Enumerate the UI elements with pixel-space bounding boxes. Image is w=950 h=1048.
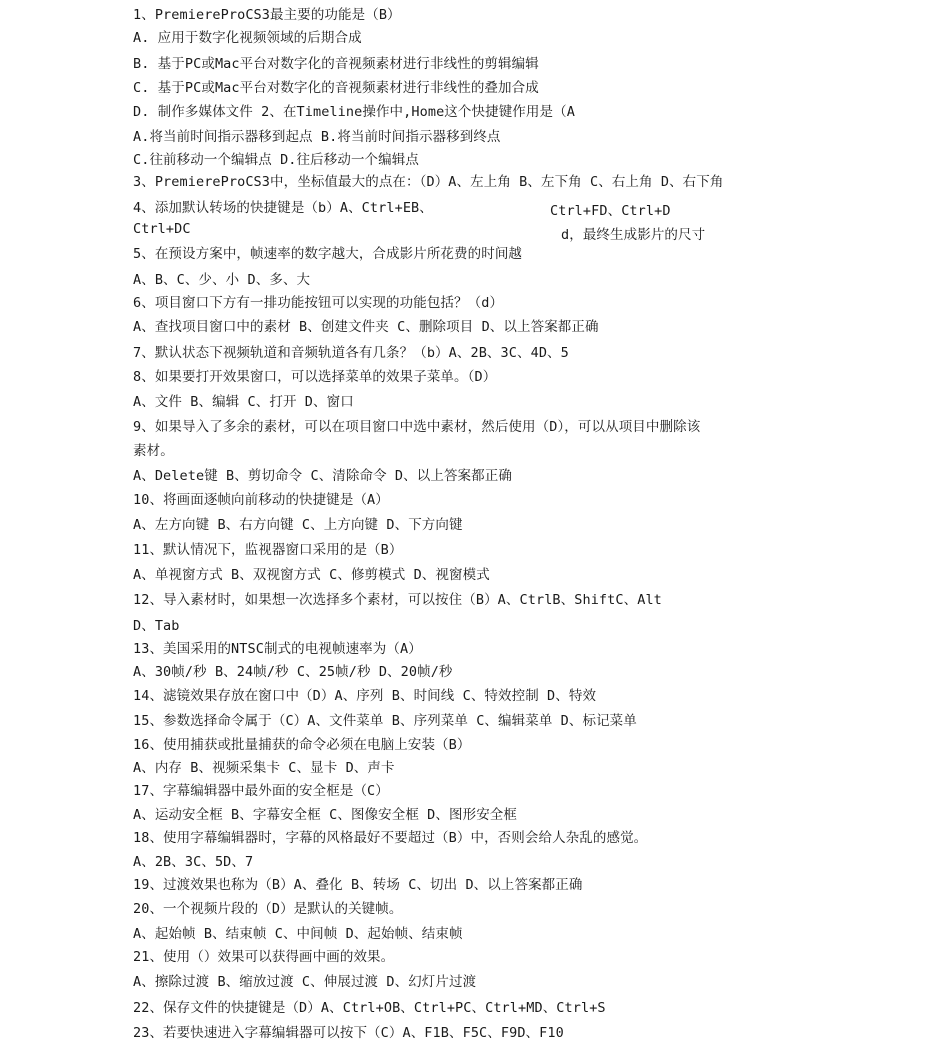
text-line: 11、默认情况下，监视器窗口采用的是（B） xyxy=(133,542,403,558)
text-line: D. 制作多媒体文件 2、在Timeline操作中,Home这个快捷键作用是（A xyxy=(133,104,575,120)
text-line: 17、字幕编辑器中最外面的安全框是（C） xyxy=(133,783,389,799)
text-line: 15、参数选择命令属于（C）A、文件菜单 B、序列菜单 C、编辑菜单 D、标记菜单 xyxy=(133,713,637,729)
text-line: A、B、C、少、小 D、多、大 xyxy=(133,272,311,288)
text-line: A、左方向键 B、右方向键 C、上方向键 D、下方向键 xyxy=(133,517,463,533)
text-line: 9、如果导入了多余的素材，可以在项目窗口中选中素材，然后使用（D），可以从项目中删除该 xyxy=(133,419,701,435)
text-line: 13、美国采用的NTSC制式的电视帧速率为（A） xyxy=(133,641,422,657)
text-line: A、起始帧 B、结束帧 C、中间帧 D、起始帧、结束帧 xyxy=(133,926,463,942)
text-line: B. 基于PC或Mac平台对数字化的音视频素材进行非线性的剪辑编辑 xyxy=(133,56,539,72)
text-line: 6、项目窗口下方有一排功能按钮可以实现的功能包括？（d） xyxy=(133,295,504,311)
text-line: A、内存 B、视频采集卡 C、显卡 D、声卡 xyxy=(133,760,395,776)
text-line: 5、在预设方案中，帧速率的数字越大，合成影片所花费的时间越 xyxy=(133,246,523,262)
text-line: 19、过渡效果也称为（B）A、叠化 B、转场 C、切出 D、以上答案都正确 xyxy=(133,877,583,893)
text-line: A、30帧/秒 B、24帧/秒 C、25帧/秒 D、20帧/秒 xyxy=(133,664,453,680)
text-line: 8、如果要打开效果窗口，可以选择菜单的效果子菜单。（D） xyxy=(133,369,497,385)
text-line: 7、默认状态下视频轨道和音频轨道各有几条？（b）A、2B、3C、4D、5 xyxy=(133,345,569,361)
text-line: 12、导入素材时，如果想一次选择多个素材，可以按住（B）A、CtrlB、ShiftC、Alt xyxy=(133,592,662,608)
text-line: 21、使用（）效果可以获得画中画的效果。 xyxy=(133,949,395,965)
text-line: A、擦除过渡 B、缩放过渡 C、伸展过渡 D、幻灯片过渡 xyxy=(133,974,477,990)
text-line: A. 应用于数字化视频领域的后期合成 xyxy=(133,30,362,46)
text-line: C. 基于PC或Mac平台对数字化的音视频素材进行非线性的叠加合成 xyxy=(133,80,539,96)
text-line: 1、PremiereProCS3最主要的功能是（B） xyxy=(133,7,401,23)
text-line: 18、使用字幕编辑器时，字幕的风格最好不要超过（B）中，否则会给人杂乱的感觉。 xyxy=(133,830,648,846)
text-line: 14、滤镜效果存放在窗口中（D）A、序列 B、时间线 C、特效控制 D、特效 xyxy=(133,688,597,704)
text-line: 20、一个视频片段的（D）是默认的关键帧。 xyxy=(133,901,403,917)
text-line: A、单视窗方式 B、双视窗方式 C、修剪模式 D、视窗模式 xyxy=(133,567,490,583)
text-line: A、Delete键 B、剪切命令 C、清除命令 D、以上答案都正确 xyxy=(133,468,512,484)
text-line: A、运动安全框 B、字幕安全框 C、图像安全框 D、图形安全框 xyxy=(133,807,517,823)
text-line: 23、若要快速进入字幕编辑器可以按下（C）A、F1B、F5C、F9D、F10 xyxy=(133,1025,564,1041)
text-line: 素材。 xyxy=(133,443,174,459)
text-line: A、文件 B、编辑 C、打开 D、窗口 xyxy=(133,394,354,410)
text-line: 3、PremiereProCS3中，坐标值最大的点在：（D）A、左上角 B、左下角 C、右上角 D、右下角 xyxy=(133,174,724,190)
text-line: D、Tab xyxy=(133,618,180,634)
text-line: A、查找项目窗口中的素材 B、创建文件夹 C、删除项目 D、以上答案都正确 xyxy=(133,319,599,335)
text-line: 16、使用捕获或批量捕获的命令必须在电脑上安装（B） xyxy=(133,737,471,753)
text-line: 22、保存文件的快捷键是（D）A、Ctrl+OB、Ctrl+PC、Ctrl+MD、Ctrl+S xyxy=(133,1000,606,1016)
text-line: A、2B、3C、5D、7 xyxy=(133,854,254,870)
text-line: Ctrl+FD、Ctrl+D xyxy=(550,203,671,219)
text-line: 10、将画面逐帧向前移动的快捷键是（A） xyxy=(133,492,389,508)
text-line: d，最终生成影片的尺寸 xyxy=(561,227,706,243)
text-line: Ctrl+DC xyxy=(133,221,191,237)
text-line: A.将当前时间指示器移到起点 B.将当前时间指示器移到终点 xyxy=(133,129,501,145)
text-line: 4、添加默认转场的快捷键是（b）A、Ctrl+EB、 xyxy=(133,200,433,216)
text-line: C.往前移动一个编辑点 D.往后移动一个编辑点 xyxy=(133,152,419,168)
